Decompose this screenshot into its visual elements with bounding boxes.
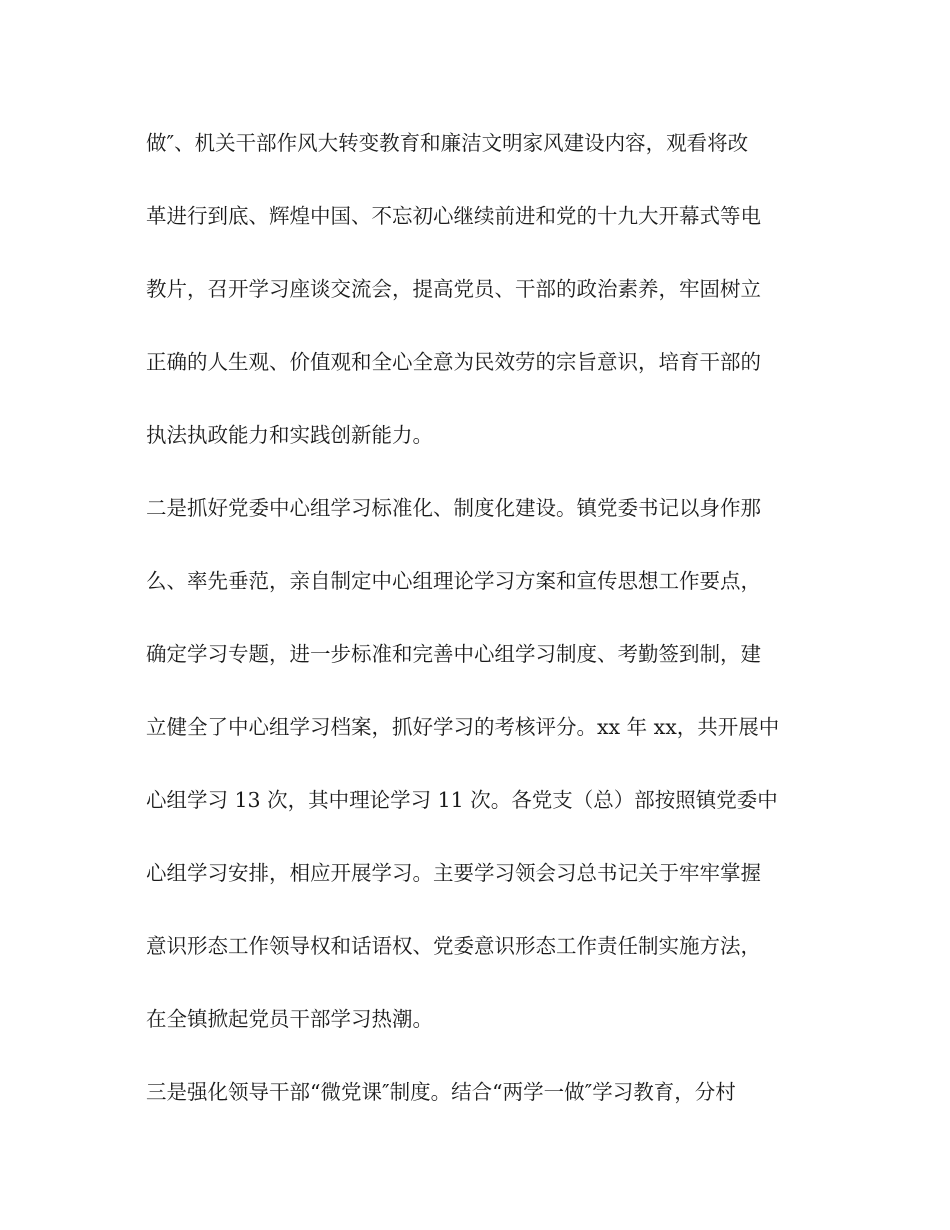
text-line: 心组学习 13 次，其中理论学习 11 次。各党支（总）部按照镇党委中 xyxy=(146,788,778,812)
text-line: 二是抓好党委中心组学习标准化、制度化建设。镇党委书记以身作那 xyxy=(146,496,761,520)
text-line: 正确的人生观、价值观和全心全意为民效劳的宗旨意识，培育干部的 xyxy=(146,350,761,374)
text-line: 么、率先垂范，亲自制定中心组理论学习方案和宣传思想工作要点， xyxy=(146,569,761,593)
text-line: 执法执政能力和实践创新能力。 xyxy=(146,423,433,447)
text-line: 革进行到底、辉煌中国、不忘初心继续前进和党的十九大开幕式等电 xyxy=(146,204,761,228)
text-line: 意识形态工作领导权和话语权、党委意识形态工作责任制实施方法， xyxy=(146,934,761,958)
text-line: 确定学习专题，进一步标准和完善中心组学习制度、考勤签到制，建 xyxy=(146,642,761,666)
text-line: 做″、机关干部作风大转变教育和廉洁文明家风建设内容，观看将改 xyxy=(146,131,749,155)
text-line: 三是强化领导干部“微党课″制度。结合“两学一做″学习教育，分村 xyxy=(146,1080,736,1104)
text-line: 立健全了中心组学习档案，抓好学习的考核评分。xx 年 xx，共开展中 xyxy=(146,715,780,739)
text-line: 心组学习安排，相应开展学习。主要学习领会习总书记关于牢牢掌握 xyxy=(146,861,761,885)
text-line: 教片，召开学习座谈交流会，提高党员、干部的政治素养，牢固树立 xyxy=(146,277,761,301)
text-line: 在全镇掀起党员干部学习热潮。 xyxy=(146,1007,433,1031)
